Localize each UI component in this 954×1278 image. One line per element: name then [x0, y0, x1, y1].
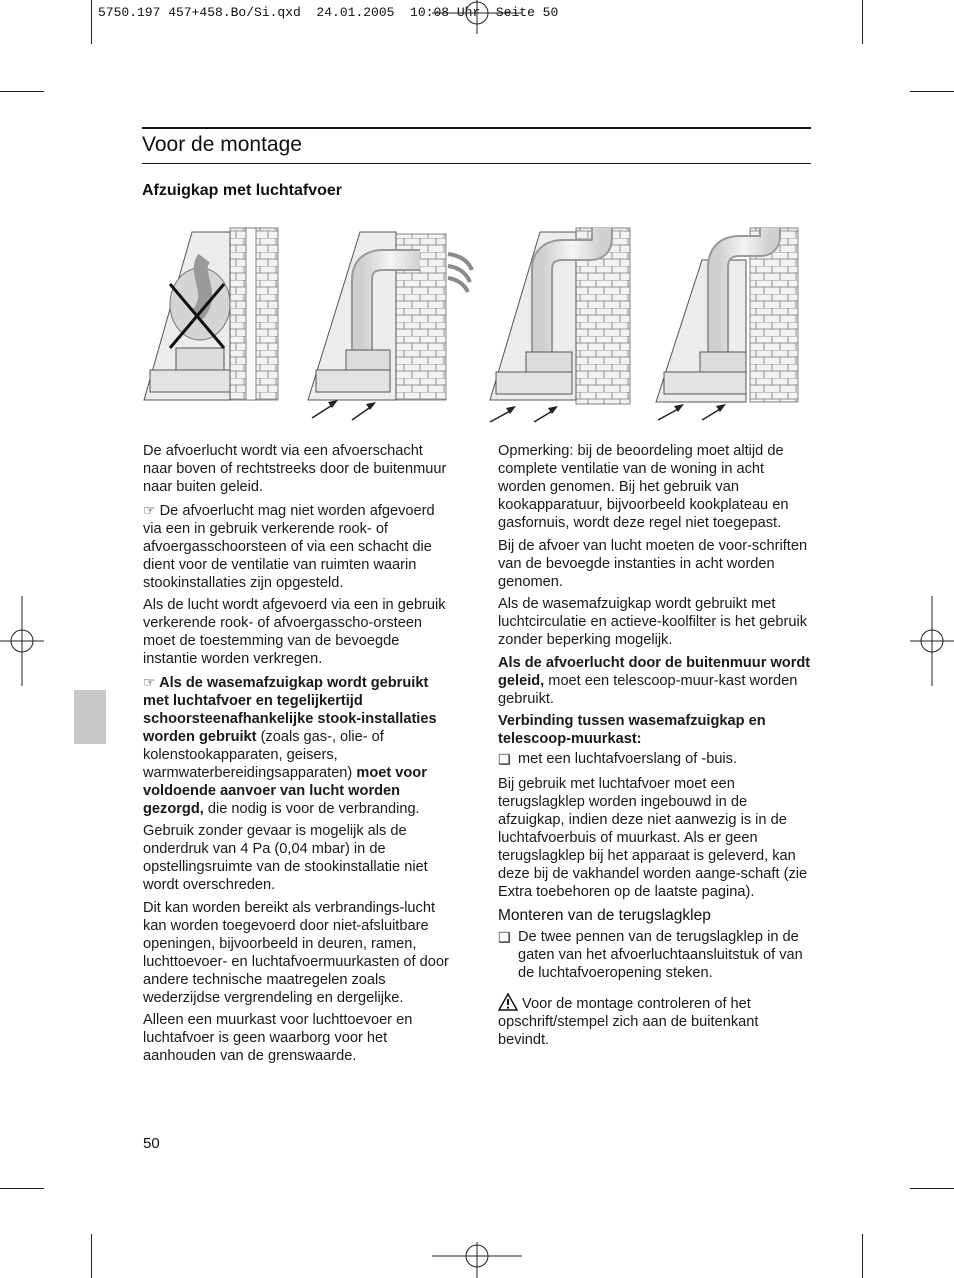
bold-text: Als de wasemafzuigkap wordt gebruikt met luchtafvoer en tegelijkertijd schoorsteenafhankelijke stook-installaties worden gebruikt [143, 674, 437, 745]
paragraph: Opmerking: bij de beoordeling moet altijd de complete ventilatie van de woning in acht worden genomen. Bij het gebruik van kookapparatuur, bijvoorbeeld kookplateau en gasfornuis, wordt deze regel niet toegepast. [498, 443, 789, 531]
crop-mark [910, 1188, 954, 1189]
registration-mark-top [432, 0, 522, 36]
bullet-text: De twee pennen van de terugslagklep in de gaten van het afvoerluchtaansluitstuk of van de luchtafvoeropening steken. [518, 929, 803, 981]
paragraph: Als de lucht wordt afgevoerd via een in gebruik verkerende rook- of afvoergasscho-orsteen moet de toestemming van de bevoegde instantie worden verkregen. [143, 597, 446, 667]
registration-mark-left [0, 596, 44, 686]
paragraph: Bij gebruik met luchtafvoer moet een terugslagklep worden ingebouwd in de afzuigkap, indien deze niet aanwezig is in de luchtafvoerbuis of muurkast. Als er geen terugslagklep bij het apparaat is geleverd, kan deze bij de vakhandel worden aange-schaft (zie Extra toebehoren op de laatste pagina). [498, 776, 808, 900]
bold-text: moet voor voldoende aanvoer van lucht worden gezorgd, [143, 764, 427, 817]
paragraph: Bij de afvoer van lucht moeten de voor-schriften van de bevoegde instanties in acht worden genomen. [498, 537, 808, 590]
crop-mark [91, 1234, 92, 1278]
checkbox-icon: ❑ [498, 929, 511, 945]
paragraph: De afvoerlucht wordt via een afvoerschacht naar boven of rechtstreeks door de buitenmuur naar buiten geleid. [143, 443, 447, 495]
pointing-hand-icon: ☞ [143, 673, 156, 690]
bold-paragraph: Verbinding tussen wasemafzuigkap en telescoop-muurkast: [498, 713, 766, 747]
crop-mark [910, 91, 954, 92]
print-slug: 5750.197 457+458.Bo/Si.qxd 24.01.2005 10:08 Uhr Seite 50 [98, 5, 559, 20]
warning-paragraph [498, 993, 811, 1049]
subheading: Monteren van de terugslagklep [498, 907, 711, 924]
header-rule-top [142, 127, 811, 129]
page-title: Voor de montage [142, 133, 302, 156]
warning-text: Voor de montage controleren of het opschrift/stempel zich aan de buitenkant bevindt. [498, 996, 759, 1048]
paragraph [498, 654, 811, 708]
paragraph: Gebruik zonder gevaar is mogelijk als de onderdruk van 4 Pa (0,04 mbar) in de opstellingsruimte van de stookinstallatie niet wordt overschreden. [143, 823, 428, 893]
warning-icon [498, 993, 518, 1011]
crop-mark [0, 1188, 44, 1189]
bullet-item [498, 750, 811, 768]
pointing-hand-icon: ☞ [143, 501, 156, 518]
left-column [143, 442, 456, 1070]
right-column [498, 442, 811, 1054]
note-text: De afvoerlucht mag niet worden afgevoerd via een in gebruik verkerende rook- of afvoergasschoorsteen of via een schacht die dient voor de ventilatie van ruimten waarin stookinstallaties zijn opgesteld. [143, 502, 435, 591]
figure-2-through-wall [308, 232, 472, 420]
paragraph: Dit kan worden bereikt als verbrandings-lucht kan worden toegevoerd door niet-afsluitbare openingen, bijvoorbeeld in deuren, ramen, luchttoevoer- en luchtafvoermuurkasten of door andere technische maatregelen zoals wederzijdse vergrendeling en dergelijke. [143, 899, 449, 1006]
text: (zoals gas-, olie- of kolenstookapparaten, geisers, warmwaterbereidingsapparaten) [143, 728, 384, 781]
text: moet een telescoop-muur-kast worden gebruikt. [498, 672, 798, 707]
page-number: 50 [143, 1135, 160, 1152]
crop-mark [91, 0, 92, 44]
crop-mark [862, 0, 863, 44]
figure-4-vertical-with-box [656, 228, 798, 420]
section-title: Afzuigkap met luchtafvoer [142, 182, 343, 199]
bullet-item [498, 928, 811, 982]
note-paragraph [143, 673, 456, 818]
text: die nodig is voor de verbranding. [203, 800, 420, 817]
figure-1-crossed-out [144, 228, 278, 400]
header-rule-bottom [142, 163, 811, 164]
thumb-tab [74, 690, 106, 744]
figure-3-vertical-shaft [490, 228, 630, 422]
bold-text: Als de afvoerlucht door de buitenmuur wordt geleid, [498, 654, 811, 689]
note-paragraph [143, 501, 456, 592]
checkbox-icon: ❑ [498, 751, 511, 767]
crop-mark [862, 1234, 863, 1278]
paragraph: Als de wasemafzuigkap wordt gebruikt met luchtcirculatie en actieve-koolfilter is het gebruik zonder beperking mogelijk. [498, 596, 808, 648]
bullet-text: met een luchtafvoerslang of -buis. [518, 751, 738, 767]
registration-mark-bottom [432, 1240, 522, 1278]
registration-mark-right [910, 596, 954, 686]
crop-mark [0, 91, 44, 92]
paragraph: Alleen een muurkast voor luchttoevoer en luchtafvoer is geen waarborg voor het aanhouden van de grenswaarde. [143, 1012, 413, 1064]
hood-installation-illustration [140, 224, 812, 432]
